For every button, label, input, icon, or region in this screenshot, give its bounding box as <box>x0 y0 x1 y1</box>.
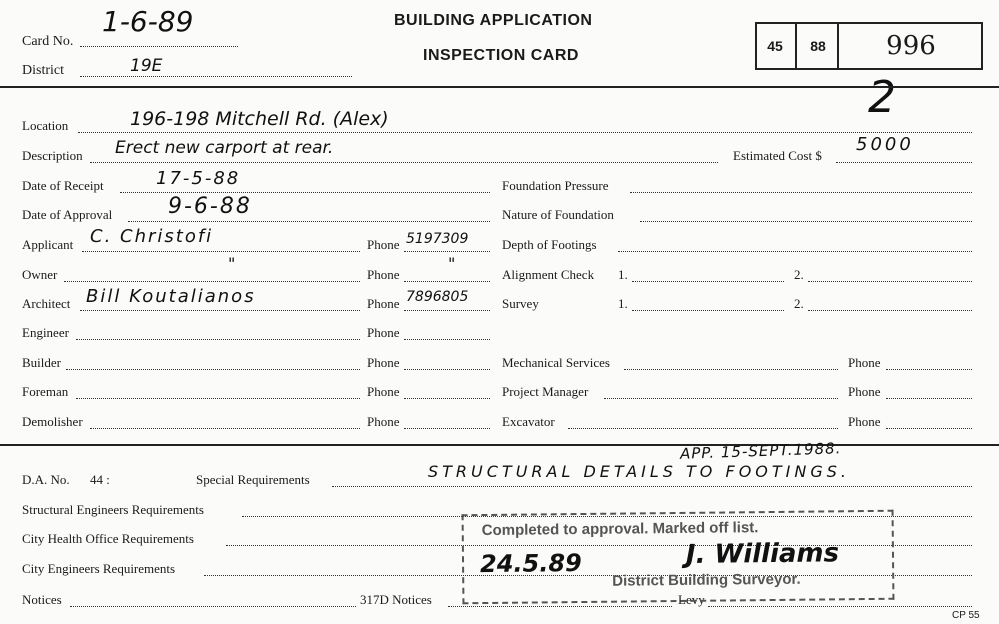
notices-line <box>70 606 356 607</box>
alignment-check-line2 <box>808 281 972 282</box>
da-number-label: D.A. No. <box>22 472 70 487</box>
alignment-check-num2: 2. <box>794 267 804 282</box>
mechanical-label: Mechanical Services <box>502 355 610 370</box>
description-value: Erect new carport at rear. <box>115 138 334 158</box>
lower-divider <box>0 444 999 446</box>
date-approval-line <box>128 221 490 222</box>
description-label: Description <box>22 148 83 163</box>
special-requirements-label: Special Requirements <box>196 472 310 487</box>
survey-label: Survey <box>502 296 539 311</box>
estimated-cost-value: 5000 <box>856 134 914 155</box>
architect-value: Bill Koutalianos <box>86 286 256 307</box>
owner-line <box>64 281 360 282</box>
date-receipt-value: 17-5-88 <box>156 168 241 189</box>
owner-phone-value: " <box>448 254 456 273</box>
card-no-value: 1-6-89 <box>102 5 194 38</box>
estimated-cost-line <box>836 162 972 163</box>
applicant-phone-value: 5197309 <box>406 231 469 247</box>
owner-label: Owner <box>22 267 58 282</box>
owner-phone-line <box>404 281 490 282</box>
special-requirements-value: STRUCTURAL DETAILS TO FOOTINGS. <box>428 462 850 481</box>
special-requirements-line <box>332 486 972 487</box>
card-no-line <box>80 46 238 47</box>
demolisher-phone-label: Phone <box>367 414 400 429</box>
structural-engineers-label: Structural Engineers Requirements <box>22 502 204 517</box>
depth-footings-line <box>618 251 972 252</box>
stamp-line1: Completed to approval. Marked off list. <box>481 519 759 540</box>
project-manager-phone-line <box>886 398 972 399</box>
foreman-phone-label: Phone <box>367 384 400 399</box>
builder-line <box>66 369 360 370</box>
location-line <box>78 132 972 133</box>
form-code: CP 55 <box>952 610 980 621</box>
city-health-label: City Health Office Requirements <box>22 531 194 546</box>
engineer-phone-line <box>404 339 490 340</box>
excavator-label: Excavator <box>502 414 555 429</box>
date-receipt-label: Date of Receipt <box>22 178 104 193</box>
location-label: Location <box>22 118 69 133</box>
demolisher-line <box>90 428 360 429</box>
stamp-line3: District Building Surveyor. <box>612 570 801 590</box>
city-engineers-label: City Engineers Requirements <box>22 561 176 576</box>
nature-foundation-line <box>640 221 972 222</box>
date-approval-label: Date of Approval <box>22 207 113 222</box>
card-title-line2: INSPECTION CARD <box>423 47 579 64</box>
applicant-phone-label: Phone <box>367 237 400 252</box>
notices-317d-line <box>448 606 672 607</box>
architect-phone-label: Phone <box>367 296 400 311</box>
builder-label: Builder <box>22 355 61 370</box>
date-approval-value: 9-6-88 <box>168 194 252 219</box>
da-number-value: 44 : <box>90 472 110 487</box>
excavator-phone-label: Phone <box>848 414 881 429</box>
district-value: 19E <box>130 56 163 76</box>
mechanical-phone-label: Phone <box>848 355 881 370</box>
survey-num2: 2. <box>794 296 804 311</box>
owner-phone-label: Phone <box>367 267 400 282</box>
reference-number-box <box>755 22 983 70</box>
applicant-value: C. Christofi <box>90 226 214 247</box>
alignment-check-num1: 1. <box>618 267 628 282</box>
survey-num1: 1. <box>618 296 628 311</box>
project-manager-line <box>604 398 838 399</box>
alignment-check-line1 <box>632 281 784 282</box>
date-receipt-line <box>120 192 490 193</box>
mechanical-phone-line <box>886 369 972 370</box>
estimated-cost-label: Estimated Cost $ <box>733 148 822 163</box>
depth-footings-label: Depth of Footings <box>502 237 597 252</box>
alignment-check-label: Alignment Check <box>502 267 595 282</box>
engineer-line <box>76 339 360 340</box>
applicant-label: Applicant <box>22 237 74 252</box>
ref-cell-1: 45 <box>767 38 783 54</box>
architect-line <box>80 310 360 311</box>
survey-line2 <box>808 310 972 311</box>
district-line <box>80 76 352 77</box>
foreman-phone-line <box>404 398 490 399</box>
architect-label: Architect <box>22 296 71 311</box>
excavator-line <box>568 428 838 429</box>
project-manager-label: Project Manager <box>502 384 589 399</box>
header-divider <box>0 86 999 88</box>
ref-cell-3: 996 <box>837 24 983 68</box>
card-title-line1: BUILDING APPLICATION <box>394 12 593 29</box>
project-manager-phone-label: Phone <box>848 384 881 399</box>
foreman-label: Foreman <box>22 384 69 399</box>
architect-phone-line <box>404 310 490 311</box>
foundation-pressure-label: Foundation Pressure <box>502 178 609 193</box>
corner-mark: 2 <box>868 72 896 123</box>
architect-phone-value: 7896805 <box>406 289 469 305</box>
levy-line <box>708 606 972 607</box>
foundation-pressure-line <box>630 192 972 193</box>
card-no-label: Card No. <box>22 34 74 49</box>
owner-value: " <box>228 254 236 273</box>
notices-label: Notices <box>22 592 62 607</box>
excavator-phone-line <box>886 428 972 429</box>
nature-foundation-label: Nature of Foundation <box>502 207 614 222</box>
location-value: 196-198 Mitchell Rd. (Alex) <box>130 108 389 130</box>
stamp-signature: J. Williams <box>685 538 840 570</box>
notices-317d-label: 317D Notices <box>360 592 432 607</box>
district-label: District <box>22 63 64 78</box>
builder-phone-line <box>404 369 490 370</box>
description-line <box>90 162 718 163</box>
applicant-phone-line <box>404 251 490 252</box>
foreman-line <box>76 398 360 399</box>
survey-line1 <box>632 310 784 311</box>
stamp-date: 24.5.89 <box>479 549 582 579</box>
demolisher-label: Demolisher <box>22 414 83 429</box>
builder-phone-label: Phone <box>367 355 400 370</box>
approval-note: APP. 15-SEPT.1988. <box>679 439 842 463</box>
engineer-phone-label: Phone <box>367 325 400 340</box>
ref-cell-2: 88 <box>795 24 839 68</box>
demolisher-phone-line <box>404 428 490 429</box>
applicant-line <box>82 251 360 252</box>
engineer-label: Engineer <box>22 325 69 340</box>
levy-label: Levy <box>678 592 705 607</box>
completion-stamp <box>462 510 895 605</box>
mechanical-line <box>624 369 838 370</box>
